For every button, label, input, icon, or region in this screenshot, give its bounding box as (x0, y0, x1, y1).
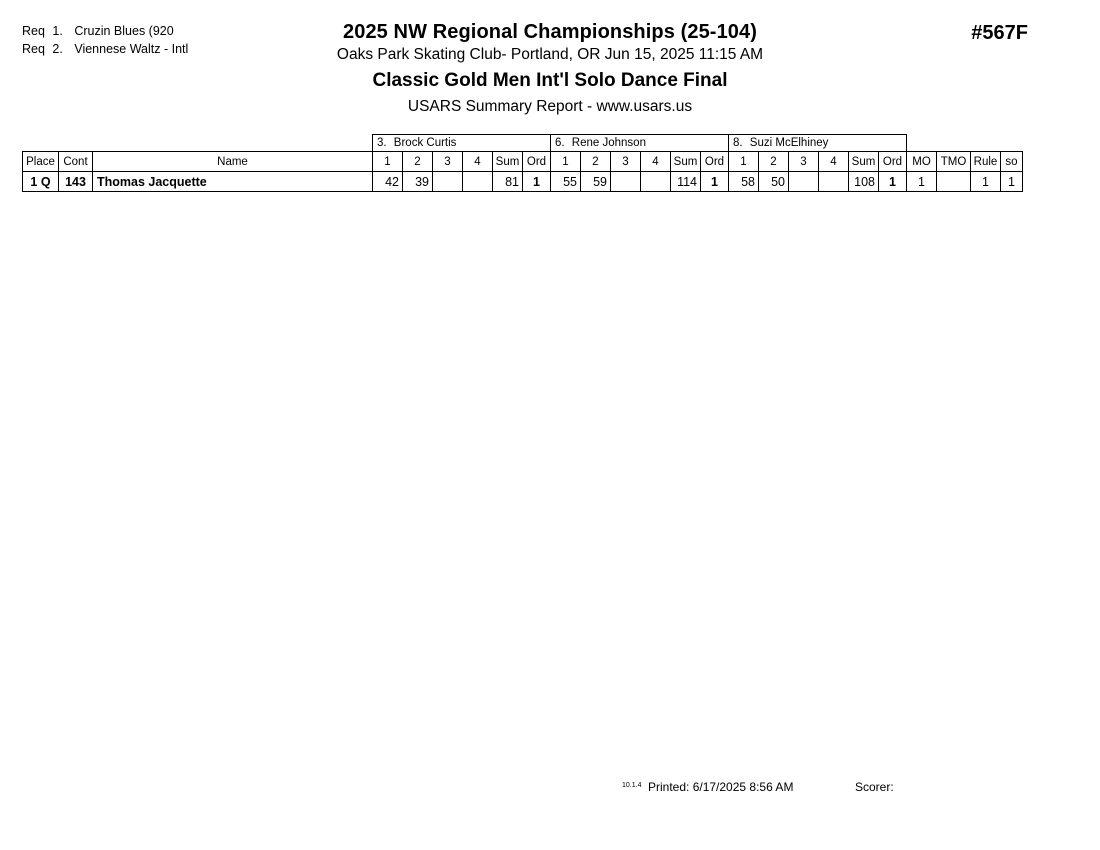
column-header-j2-score-2: 2 (581, 152, 611, 172)
column-header-cont: Cont (59, 152, 93, 172)
column-header-j1-score-3: 3 (433, 152, 463, 172)
column-header-j3-score-2: 2 (759, 152, 789, 172)
venue-subtitle: Oaks Park Skating Club- Portland, OR Jun 15, 2025 11:15 AM (336, 46, 764, 64)
cell-j3-score-4 (819, 172, 849, 192)
results-table (22, 134, 1023, 192)
judge-header-row (23, 135, 1023, 152)
column-header-name: Name (93, 152, 373, 172)
requirement-label: Req (22, 24, 45, 38)
requirement-text: Cruzin Blues (920 (74, 24, 174, 38)
column-header-tmo: TMO (937, 152, 971, 172)
column-header-mo: MO (907, 152, 937, 172)
judge-2-header (551, 135, 729, 152)
judge-3-name: Suzi McElhiney (749, 137, 829, 149)
judge-1-number: 3. (377, 137, 387, 149)
table-row (23, 172, 1023, 192)
cell-j3-score-2: 50 (759, 172, 789, 192)
judge-row-spacer (93, 135, 373, 152)
cell-j2-score-4 (641, 172, 671, 192)
cell-j2-score-1: 55 (551, 172, 581, 192)
judge-3-header (729, 135, 907, 152)
cell-name: Thomas Jacquette (93, 172, 373, 192)
column-header-so: so (1001, 152, 1023, 172)
cell-j1-score-2: 39 (403, 172, 433, 192)
column-header-j3-score-4: 4 (819, 152, 849, 172)
column-header-j3-ord: Ord (879, 152, 907, 172)
report-header (0, 20, 1100, 117)
column-header-j1-score-2: 2 (403, 152, 433, 172)
column-header-row (23, 152, 1023, 172)
report-subtitle: USARS Summary Report - www.usars.us (407, 98, 693, 115)
results-table-container (22, 134, 1023, 192)
column-header-j2-sum: Sum (671, 152, 701, 172)
cell-mo: 1 (907, 172, 937, 192)
event-title: Classic Gold Men Int'l Solo Dance Final (372, 70, 728, 92)
event-code: #567F (971, 22, 1028, 44)
column-header-j3-sum: Sum (849, 152, 879, 172)
judge-row-spacer (907, 135, 937, 152)
judge-3-number: 8. (733, 137, 743, 149)
judge-row-spacer (971, 135, 1001, 152)
judge-row-spacer (1001, 135, 1023, 152)
column-header-j2-score-1: 1 (551, 152, 581, 172)
cell-j3-score-3 (789, 172, 819, 192)
column-header-place: Place (23, 152, 59, 172)
requirement-number: 1. (52, 24, 63, 38)
column-header-j3-score-1: 1 (729, 152, 759, 172)
column-header-rule: Rule (971, 152, 1001, 172)
requirement-label: Req (22, 42, 45, 57)
requirement-text: Viennese Waltz - Intl (74, 42, 189, 57)
version-text: 10.1.4 (622, 782, 642, 789)
cell-cont: 143 (59, 172, 93, 192)
printed-timestamp: Printed: 6/17/2025 8:56 AM (648, 780, 794, 794)
cell-j3-ord: 1 (879, 172, 907, 192)
cell-j1-sum: 81 (493, 172, 523, 192)
cell-j1-ord: 1 (523, 172, 551, 192)
judge-2-name: Rene Johnson (571, 137, 646, 149)
column-header-j1-sum: Sum (493, 152, 523, 172)
column-header-j1-score-1: 1 (373, 152, 403, 172)
cell-j2-ord: 1 (701, 172, 729, 192)
cell-place: 1 Q (23, 172, 59, 192)
cell-j3-score-1: 58 (729, 172, 759, 192)
cell-j2-sum: 114 (671, 172, 701, 192)
judge-row-spacer (59, 135, 93, 152)
page-title: 2025 NW Regional Championships (25-104) (343, 21, 757, 43)
column-header-j2-ord: Ord (701, 152, 729, 172)
judge-1-name: Brock Curtis (393, 137, 457, 149)
judge-1-header (373, 135, 551, 152)
cell-so: 1 (1001, 172, 1023, 192)
column-header-j3-score-3: 3 (789, 152, 819, 172)
cell-j2-score-2: 59 (581, 172, 611, 192)
column-header-j2-score-3: 3 (611, 152, 641, 172)
cell-j3-sum: 108 (849, 172, 879, 192)
scorer-label: Scorer: (855, 780, 894, 794)
cell-rule: 1 (971, 172, 1001, 192)
column-header-j1-score-4: 4 (463, 152, 493, 172)
cell-j2-score-3 (611, 172, 641, 192)
judge-2-number: 6. (555, 137, 565, 149)
cell-j1-score-1: 42 (373, 172, 403, 192)
cell-tmo (937, 172, 971, 192)
judge-row-spacer (23, 135, 59, 152)
cell-j1-score-4 (463, 172, 493, 192)
cell-j1-score-3 (433, 172, 463, 192)
judge-row-spacer (937, 135, 971, 152)
column-header-j2-score-4: 4 (641, 152, 671, 172)
column-header-j1-ord: Ord (523, 152, 551, 172)
requirement-number: 2. (52, 42, 63, 57)
